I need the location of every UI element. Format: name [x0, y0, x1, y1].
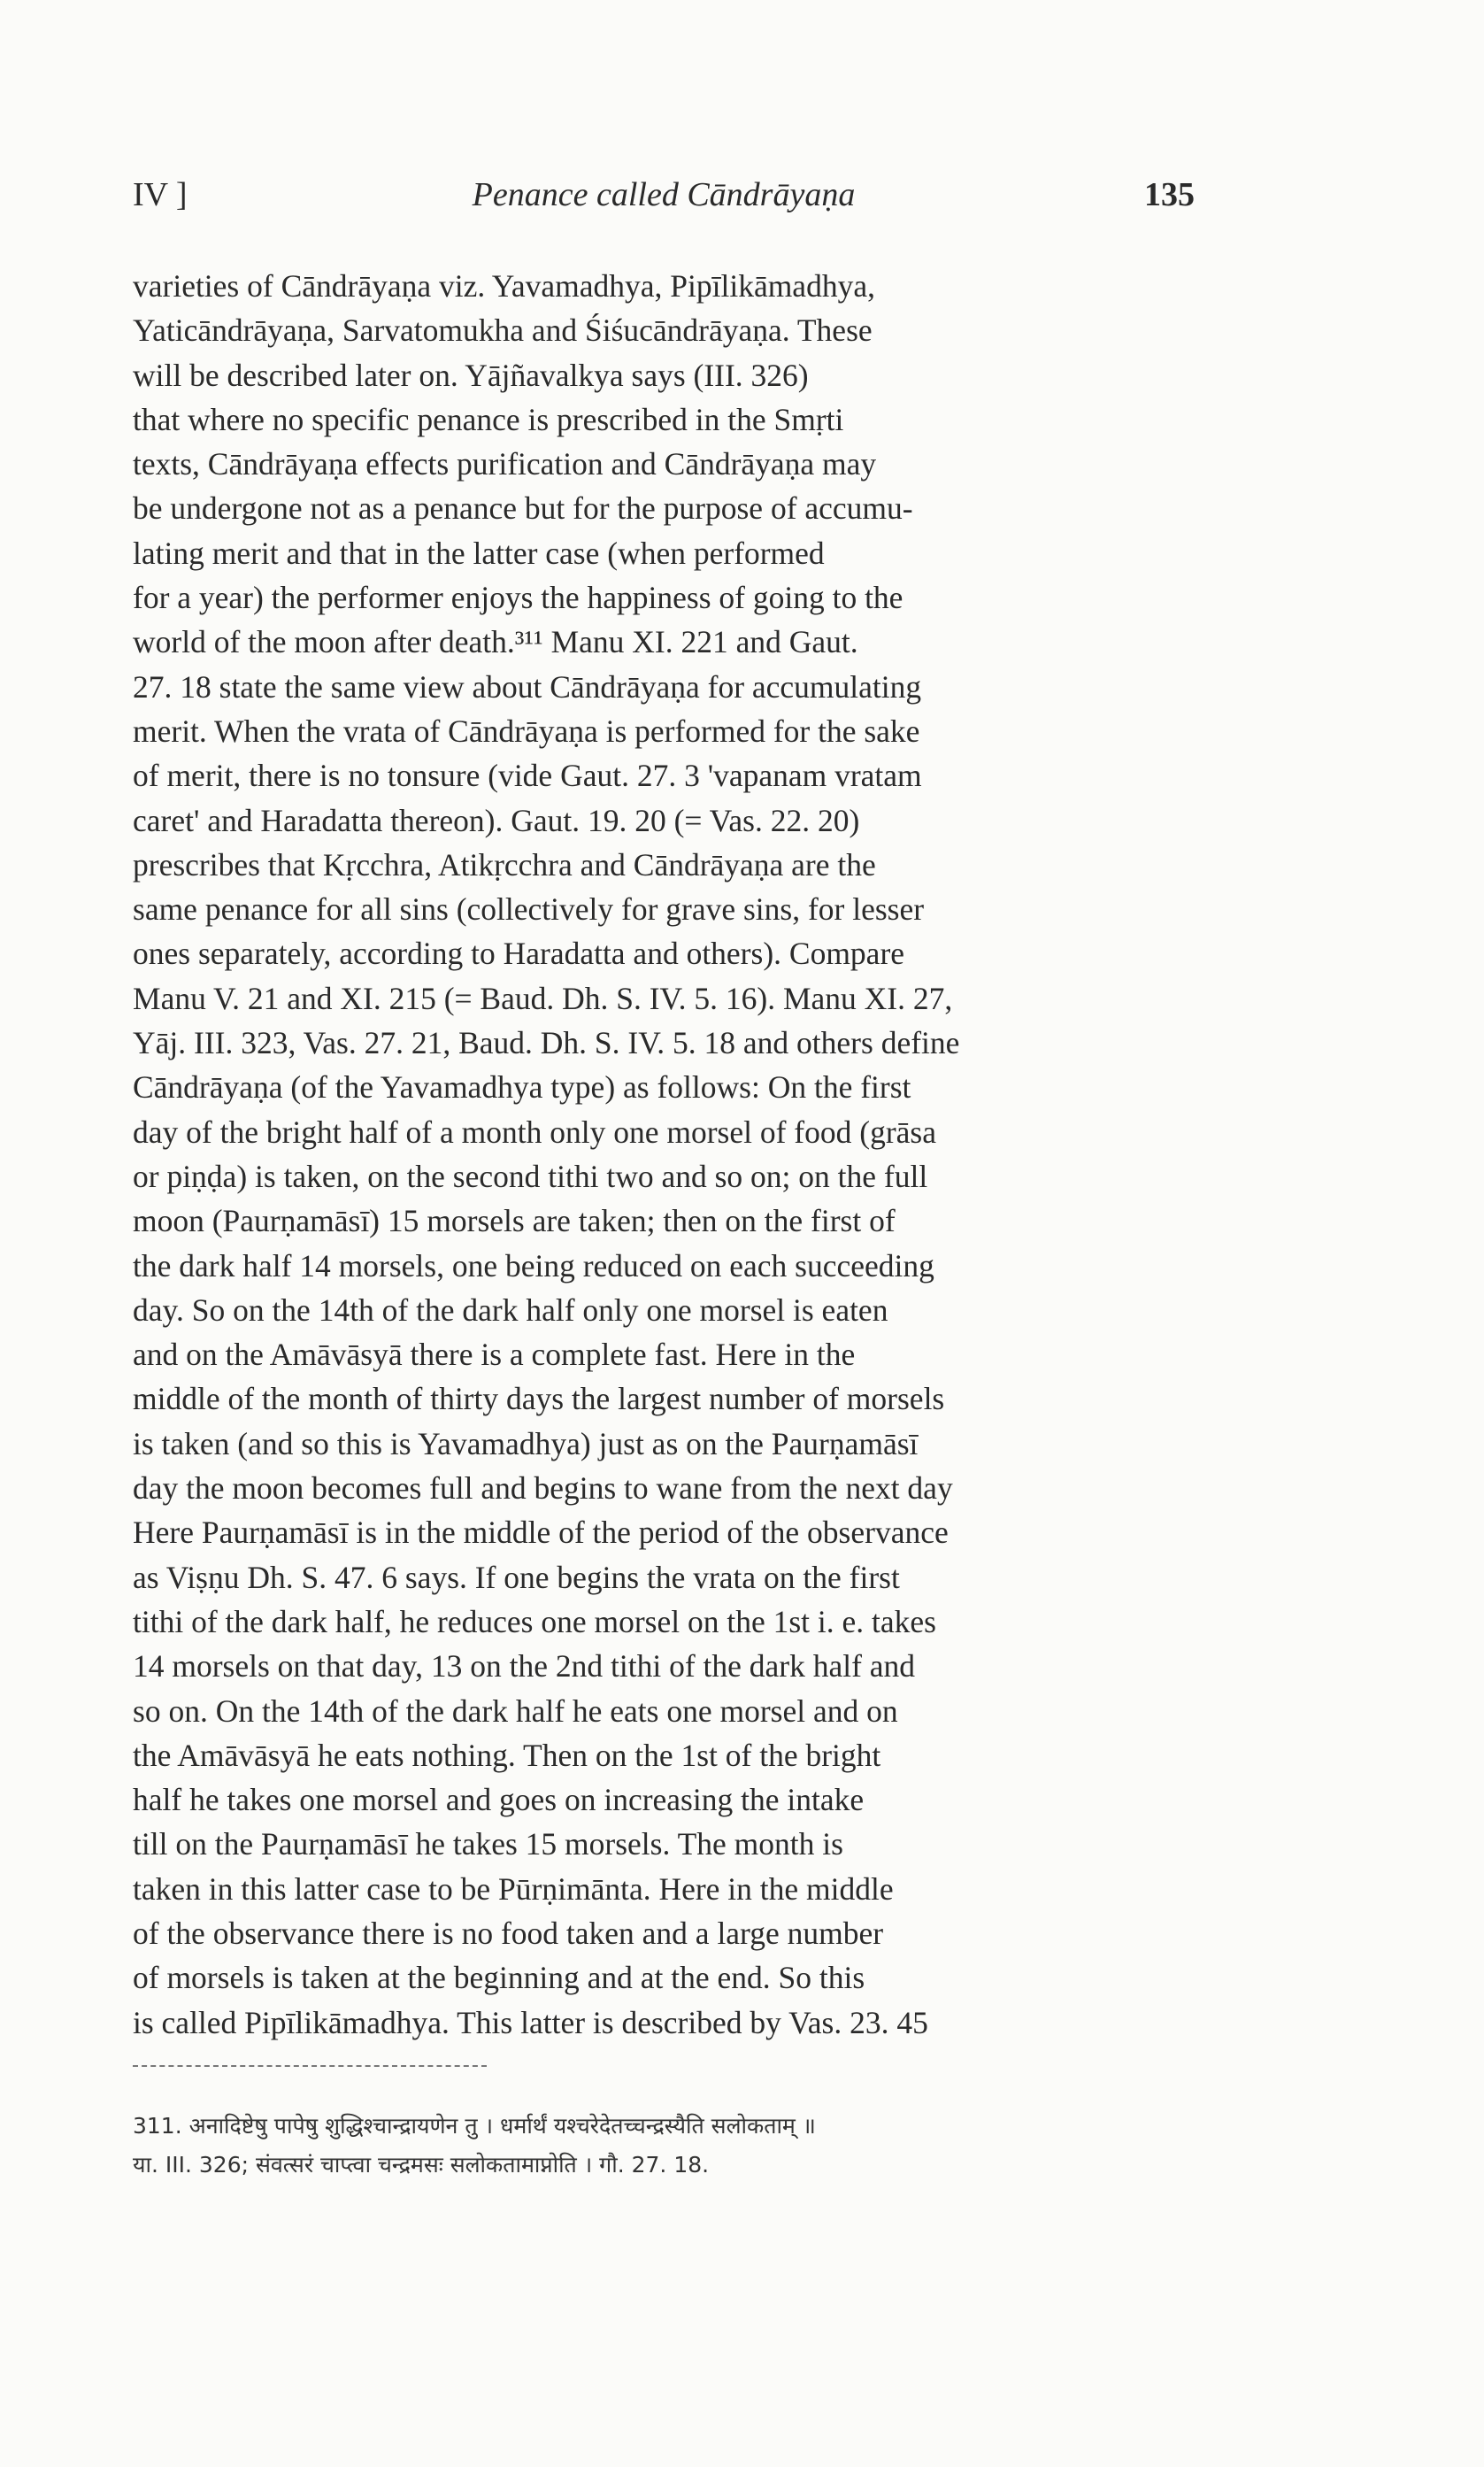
- body-text: [133, 264, 1195, 2045]
- running-header: [133, 175, 1195, 221]
- text-line: of morsels is taken at the beginning and at the end. So this: [133, 1960, 865, 1996]
- text-line: world of the moon after death.³¹¹ Manu XI. 221 and Gaut.: [133, 624, 858, 660]
- text-line: and on the Amāvāsyā there is a complete fast. Here in the: [133, 1337, 856, 1373]
- footnote-line: 311. अनादिष्टेषु पापेषु शुद्धिश्चान्द्रायणेन तु । धर्मार्थं यश्चरेदेतच्चन्द्रस्यैति सलोकताम् ॥: [133, 2113, 816, 2139]
- chapter-marker: IV ]: [133, 176, 188, 213]
- footnote: [133, 2107, 1195, 2185]
- text-line: same penance for all sins (collectively for grave sins, for lesser: [133, 891, 925, 928]
- text-line: taken in this latter case to be Pūrṇimānta. Here in the middle: [133, 1870, 894, 1907]
- text-line: prescribes that Kṛcchra, Atikṛcchra and Cāndrāyaṇa are the: [133, 846, 876, 883]
- text-line: be undergone not as a penance but for the purpose of accumu-: [133, 490, 913, 527]
- text-line: the Amāvāsyā he eats nothing. Then on the 1st of the bright: [133, 1737, 881, 1773]
- text-line: ones separately, according to Haradatta and others). Compare: [133, 936, 905, 972]
- text-line: middle of the month of thirty days the largest number of morsels: [133, 1381, 945, 1417]
- text-line: Yaticāndrāyaṇa, Sarvatomukha and Śiśucāndrāyaṇa. These: [133, 312, 873, 349]
- text-line: is called Pipīlikāmadhya. This latter is described by Vas. 23. 45: [133, 2004, 928, 2040]
- text-line: Cāndrāyaṇa (of the Yavamadhya type) as follows: On the first: [133, 1069, 911, 1106]
- text-line: day. So on the 14th of the dark half only one morsel is eaten: [133, 1291, 888, 1328]
- text-line: is taken (and so this is Yavamadhya) just as on the Paurṇamāsī: [133, 1425, 919, 1461]
- text-line: lating merit and that in the latter case (when performed: [133, 535, 825, 571]
- text-line: texts, Cāndrāyaṇa effects purification and Cāndrāyaṇa may: [133, 446, 877, 482]
- text-line: caret' and Haradatta thereon). Gaut. 19. 20 (= Vas. 22. 20): [133, 802, 860, 838]
- text-line: 14 morsels on that day, 13 on the 2nd tithi of the dark half and: [133, 1648, 916, 1684]
- text-line: or piṇḍa) is taken, on the second tithi two and so on; on the full: [133, 1158, 928, 1194]
- text-line: day of the bright half of a month only one morsel of food (grāsa: [133, 1114, 936, 1150]
- text-line: varieties of Cāndrāyaṇa viz. Yavamadhya, Pipīlikāmadhya,: [133, 268, 875, 304]
- text-line: tithi of the dark half, he reduces one morsel on the 1st i. e. takes: [133, 1603, 936, 1639]
- text-line: half he takes one morsel and goes on increasing the intake: [133, 1782, 865, 1818]
- text-line: the dark half 14 morsels, one being reduced on each succeeding: [133, 1247, 934, 1284]
- text-line: for a year) the performer enjoys the happiness of going to the: [133, 580, 903, 616]
- text-line: will be described later on. Yājñavalkya says (III. 326): [133, 357, 809, 393]
- text-line: Yāj. III. 323, Vas. 27. 21, Baud. Dh. S. IV. 5. 18 and others define: [133, 1025, 960, 1061]
- footnote-rule: [133, 2065, 487, 2067]
- text-line: of merit, there is no tonsure (vide Gaut. 27. 3 'vapanam vratam: [133, 758, 922, 794]
- text-line: of the observance there is no food taken and a large number: [133, 1915, 884, 1951]
- footnote-line: या. III. 326; संवत्सरं चाप्त्वा चन्द्रमसः सलोकतामाप्नोति । गौ. 27. 18.: [133, 2152, 710, 2178]
- text-line: that where no specific penance is prescribed in the Smṛti: [133, 401, 844, 437]
- running-title: Penance called Cāndrāyaṇa: [472, 176, 856, 213]
- text-line: Here Paurṇamāsī is in the middle of the period of the observance: [133, 1515, 949, 1551]
- text-line: 27. 18 state the same view about Cāndrāyaṇa for accumulating: [133, 668, 922, 705]
- page-number: 135: [1144, 176, 1195, 213]
- text-line: day the moon becomes full and begins to wane from the next day: [133, 1470, 953, 1507]
- text-line: so on. On the 14th of the dark half he eats one morsel and on: [133, 1692, 898, 1729]
- text-line: till on the Paurṇamāsī he takes 15 morsels. The month is: [133, 1826, 843, 1862]
- text-line: merit. When the vrata of Cāndrāyaṇa is performed for the sake: [133, 713, 920, 749]
- text-line: moon (Paurṇamāsī) 15 morsels are taken; then on the first of: [133, 1203, 896, 1239]
- text-line: as Viṣṇu Dh. S. 47. 6 says. If one begins the vrata on the first: [133, 1559, 900, 1595]
- text-line: Manu V. 21 and XI. 215 (= Baud. Dh. S. IV. 5. 16). Manu XI. 27,: [133, 980, 953, 1016]
